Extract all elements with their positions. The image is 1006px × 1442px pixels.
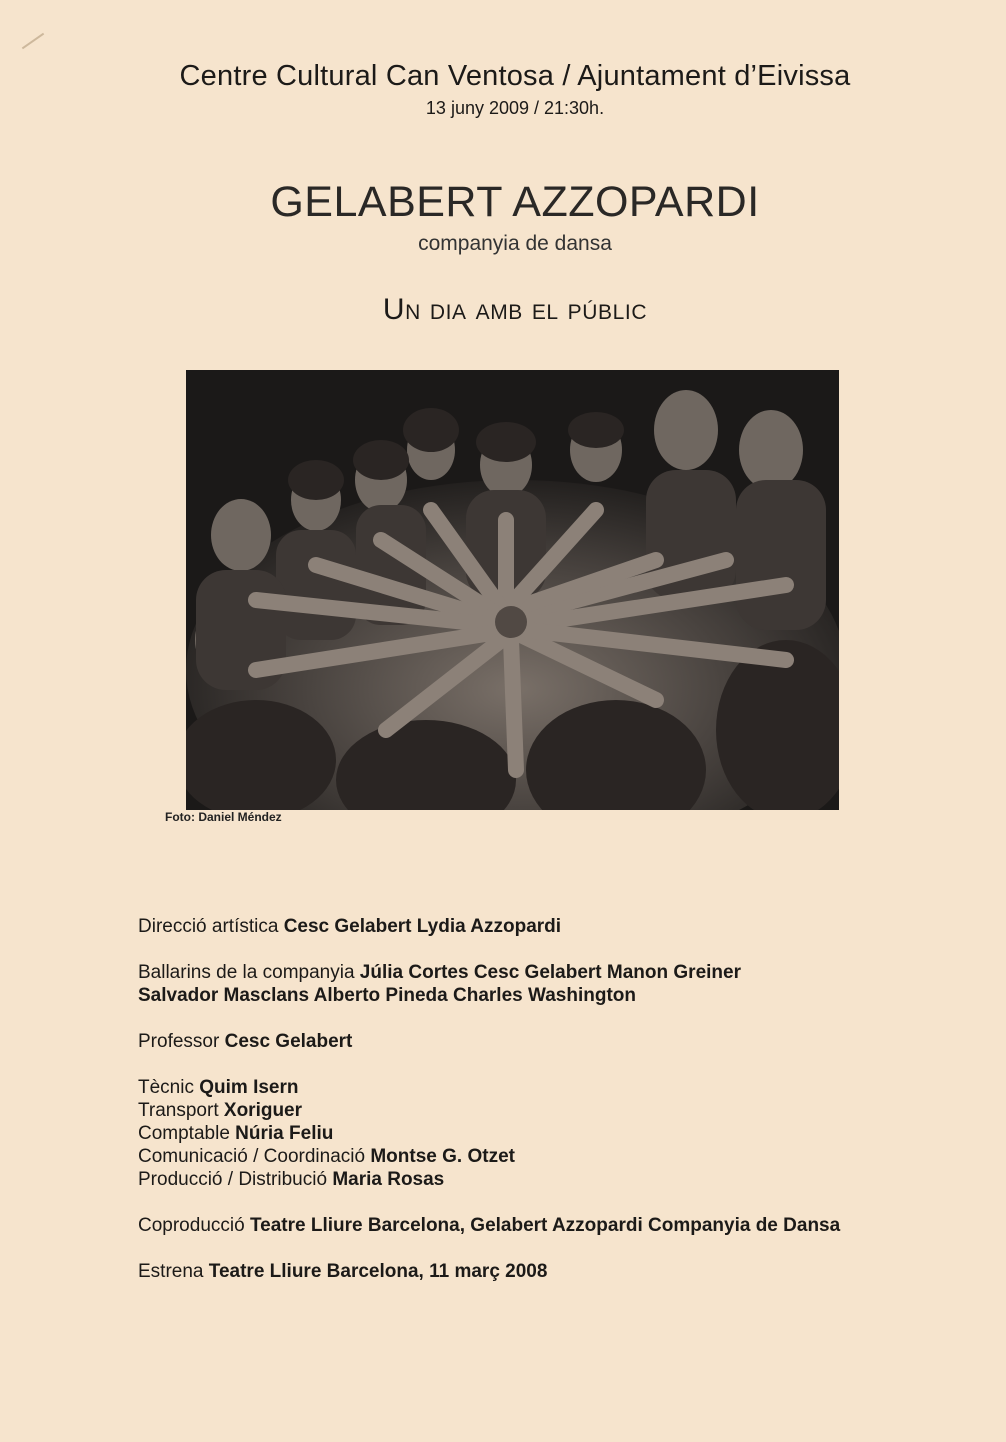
credit-label: Transport — [138, 1100, 219, 1121]
credit-direction — [138, 915, 878, 938]
company-name: GELABERT AZZOPARDI — [270, 178, 760, 226]
credit-value: Núria Feliu — [235, 1123, 334, 1144]
credit-value: Júlia Cortes Cesc Gelabert Manon Greiner — [359, 962, 741, 983]
credit-value: Montse G. Otzet — [370, 1146, 515, 1167]
credit-label: Estrena — [138, 1261, 204, 1282]
credits-block — [138, 915, 878, 1283]
credit-label: Direcció artística — [138, 916, 279, 937]
show-title: Un dia amb el públic — [382, 293, 648, 326]
credit-coproduction — [138, 1214, 878, 1237]
credit-value: Teatre Lliure Barcelona, 11 març 2008 — [208, 1261, 548, 1282]
credit-label: Tècnic — [138, 1077, 194, 1098]
credit-value: Maria Rosas — [332, 1169, 445, 1190]
credit-teacher — [138, 1030, 878, 1053]
credit-dancers — [138, 961, 878, 984]
dancers-photo — [186, 370, 839, 810]
credit-premiere — [138, 1260, 878, 1283]
credit-value: Quim Isern — [199, 1077, 299, 1098]
credit-communication — [138, 1145, 878, 1168]
credit-label: Producció / Distribució — [138, 1169, 328, 1190]
photo-credit: Foto: Daniel Méndez — [165, 810, 282, 824]
credit-label: Comunicació / Coordinació — [138, 1146, 366, 1167]
credit-label: Professor — [138, 1031, 220, 1052]
credit-value: Cesc Gelabert Lydia Azzopardi — [283, 916, 562, 937]
credit-value: Cesc Gelabert — [224, 1031, 353, 1052]
credit-label: Comptable — [138, 1123, 230, 1144]
company-subtitle: companyia de dansa — [418, 232, 612, 255]
credit-value: Salvador Masclans Alberto Pineda Charles Washington — [138, 985, 636, 1006]
credit-value: Teatre Lliure Barcelona, Gelabert Azzopardi Companyia de Dansa — [249, 1215, 841, 1236]
credit-production — [138, 1168, 878, 1191]
credit-label: Ballarins de la companyia — [138, 962, 355, 983]
credit-dancers-cont — [138, 984, 878, 1007]
credit-accounting — [138, 1122, 878, 1145]
credit-label: Coproducció — [138, 1215, 245, 1236]
credit-transport — [138, 1099, 878, 1122]
credit-value: Xoriguer — [223, 1100, 303, 1121]
paper-mark — [22, 33, 44, 50]
venue-heading: Centre Cultural Can Ventosa / Ajuntament d’Eivissa — [179, 60, 851, 92]
credit-tech — [138, 1076, 878, 1099]
event-date: 13 juny 2009 / 21:30h. — [425, 98, 605, 118]
